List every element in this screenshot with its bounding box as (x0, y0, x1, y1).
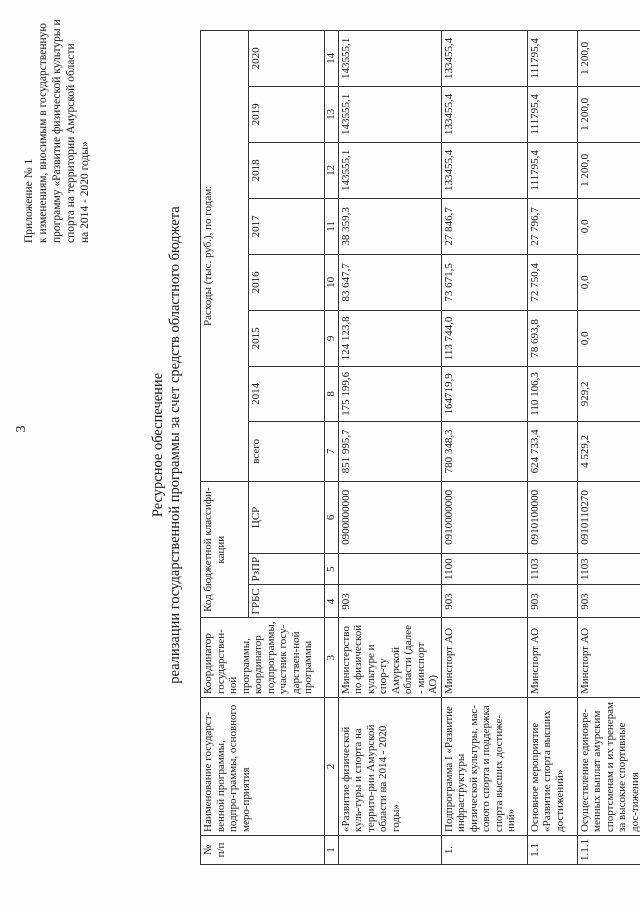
row-2018: 111795,4 (527, 142, 577, 198)
index-cell: 1 (325, 836, 339, 865)
document-title (150, 135, 184, 755)
row-rzpr: 1103 (577, 553, 640, 585)
index-cell: 2 (325, 698, 339, 836)
row-num (338, 836, 441, 865)
index-cell: 10 (325, 254, 339, 310)
header-row (201, 30, 249, 864)
row-2014: 175 199,6 (338, 366, 441, 421)
row-name: Основное мероприятие «Развитие спорта высших достижений» (527, 698, 577, 836)
row-2017: 0,0 (577, 198, 640, 254)
resource-table (200, 30, 640, 865)
header-csr: ЦСР (249, 481, 325, 553)
index-cell: 9 (325, 310, 339, 366)
index-cell: 6 (325, 481, 339, 553)
header-grbs: ГРБС (249, 585, 325, 618)
appendix-line: спорта на территории Амурской области (65, 43, 77, 243)
index-row (325, 30, 339, 864)
row-csr: 0910110270 (577, 481, 640, 553)
row-2014: 110 106,3 (527, 366, 577, 421)
row-rzpr (338, 553, 441, 585)
header-year: 2020 (249, 30, 325, 86)
row-grbs: 903 (338, 585, 441, 618)
appendix-line: на 2014 - 2020 годы» (79, 141, 91, 243)
title-line: Ресурсное обеспечение (150, 372, 166, 518)
row-2020: 133455,4 (441, 30, 527, 86)
table-row (441, 30, 527, 864)
row-2015: 0,0 (577, 310, 640, 366)
header-budget-code: Код бюджетной классифи-кации (201, 481, 249, 618)
row-total: 851 995,7 (338, 421, 441, 481)
row-name: Осуществление единовре-менных выплат амурским спортсменам и их тренерам за высокие спортивные дос-тижения (577, 698, 640, 836)
index-cell: 4 (325, 585, 339, 618)
row-2018: 143555,1 (338, 142, 441, 198)
row-2015: 113 744,0 (441, 310, 527, 366)
header-year: 2016 (249, 254, 325, 310)
row-num: 1. (441, 836, 527, 865)
row-2017: 38 359,3 (338, 198, 441, 254)
row-num: 1.1.1 (577, 836, 640, 865)
row-grbs: 903 (577, 585, 640, 618)
header-expenses: Расходы (тыс. руб.), по годам: (201, 30, 249, 481)
header-year: 2019 (249, 86, 325, 142)
row-2015: 124 123,8 (338, 310, 441, 366)
row-name: Подпрограмма I «Развитие инфраструктуры физической культуры, мас-сового спорта и поддержка спорта высших достиже-ний» (441, 698, 527, 836)
row-2019: 143555,1 (338, 86, 441, 142)
row-coordinator: Министерство по физической культуре и спор-ту Амурской области (далее - минспорт АО) (338, 618, 441, 698)
row-2020: 1 200,0 (577, 30, 640, 86)
index-cell: 5 (325, 553, 339, 585)
header-num: № п/п (201, 836, 325, 865)
row-csr: 0910000000 (441, 481, 527, 553)
index-cell: 3 (325, 618, 339, 698)
row-2015: 78 693,8 (527, 310, 577, 366)
index-cell: 7 (325, 421, 339, 481)
row-2016: 83 647,7 (338, 254, 441, 310)
row-2017: 27 846,7 (441, 198, 527, 254)
appendix-line: программу «Развитие физической культуры и (51, 19, 63, 243)
table-row (577, 30, 640, 864)
header-name: Наименование государст-венной программы, подпро-граммы, основного меро-приятия (201, 698, 325, 836)
row-coordinator: Минспорт АО (577, 618, 640, 698)
header-coordinator: Координатор государствен-ной программы, координатор подпрограммы, участник госу-дарствен-ной программы (201, 618, 325, 698)
header-total: всего (249, 421, 325, 481)
row-coordinator: Минспорт АО (527, 618, 577, 698)
header-year: 2017 (249, 198, 325, 254)
row-num: 1.1 (527, 836, 577, 865)
row-2020: 143555,1 (338, 30, 441, 86)
row-2020: 111795,4 (527, 30, 577, 86)
header-year: 2014 (249, 366, 325, 421)
row-2019: 111795,4 (527, 86, 577, 142)
row-2017: 27 796,7 (527, 198, 577, 254)
header-year: 2018 (249, 142, 325, 198)
appendix-line: к изменениям, вносимым в государственную (37, 23, 49, 243)
index-cell: 8 (325, 366, 339, 421)
row-coordinator: Минспорт АО (441, 618, 527, 698)
row-total: 780 348,3 (441, 421, 527, 481)
row-grbs: 903 (527, 585, 577, 618)
row-total: 624 733,4 (527, 421, 577, 481)
row-2018: 133455,4 (441, 142, 527, 198)
appendix-note (22, 0, 92, 243)
appendix-line: Приложение № 1 (23, 158, 35, 243)
row-2018: 1 200,0 (577, 142, 640, 198)
row-csr: 0900000000 (338, 481, 441, 553)
title-line: реализации государственной программы за счет средств областного бюджета (167, 206, 183, 684)
row-2016: 73 671,5 (441, 254, 527, 310)
row-grbs: 903 (441, 585, 527, 618)
index-cell: 11 (325, 198, 339, 254)
header-year: 2015 (249, 310, 325, 366)
row-name: «Развитие физической куль-туры и спорта на террито-рии Амурской области на 2014 - 2020 годы» (338, 698, 441, 836)
row-2016: 0,0 (577, 254, 640, 310)
row-2014: 164719,9 (441, 366, 527, 421)
index-cell: 14 (325, 30, 339, 86)
row-2019: 1 200,0 (577, 86, 640, 142)
row-rzpr: 1100 (441, 553, 527, 585)
index-cell: 12 (325, 142, 339, 198)
page-number: 3 (14, 425, 29, 433)
row-total: 4 529,2 (577, 421, 640, 481)
row-2016: 72 750,4 (527, 254, 577, 310)
table-row (338, 30, 441, 864)
row-2019: 133455,4 (441, 86, 527, 142)
row-2014: 929,2 (577, 366, 640, 421)
table-row (527, 30, 577, 864)
row-csr: 0910100000 (527, 481, 577, 553)
row-rzpr: 1103 (527, 553, 577, 585)
header-rzpr: РзПР (249, 553, 325, 585)
index-cell: 13 (325, 86, 339, 142)
